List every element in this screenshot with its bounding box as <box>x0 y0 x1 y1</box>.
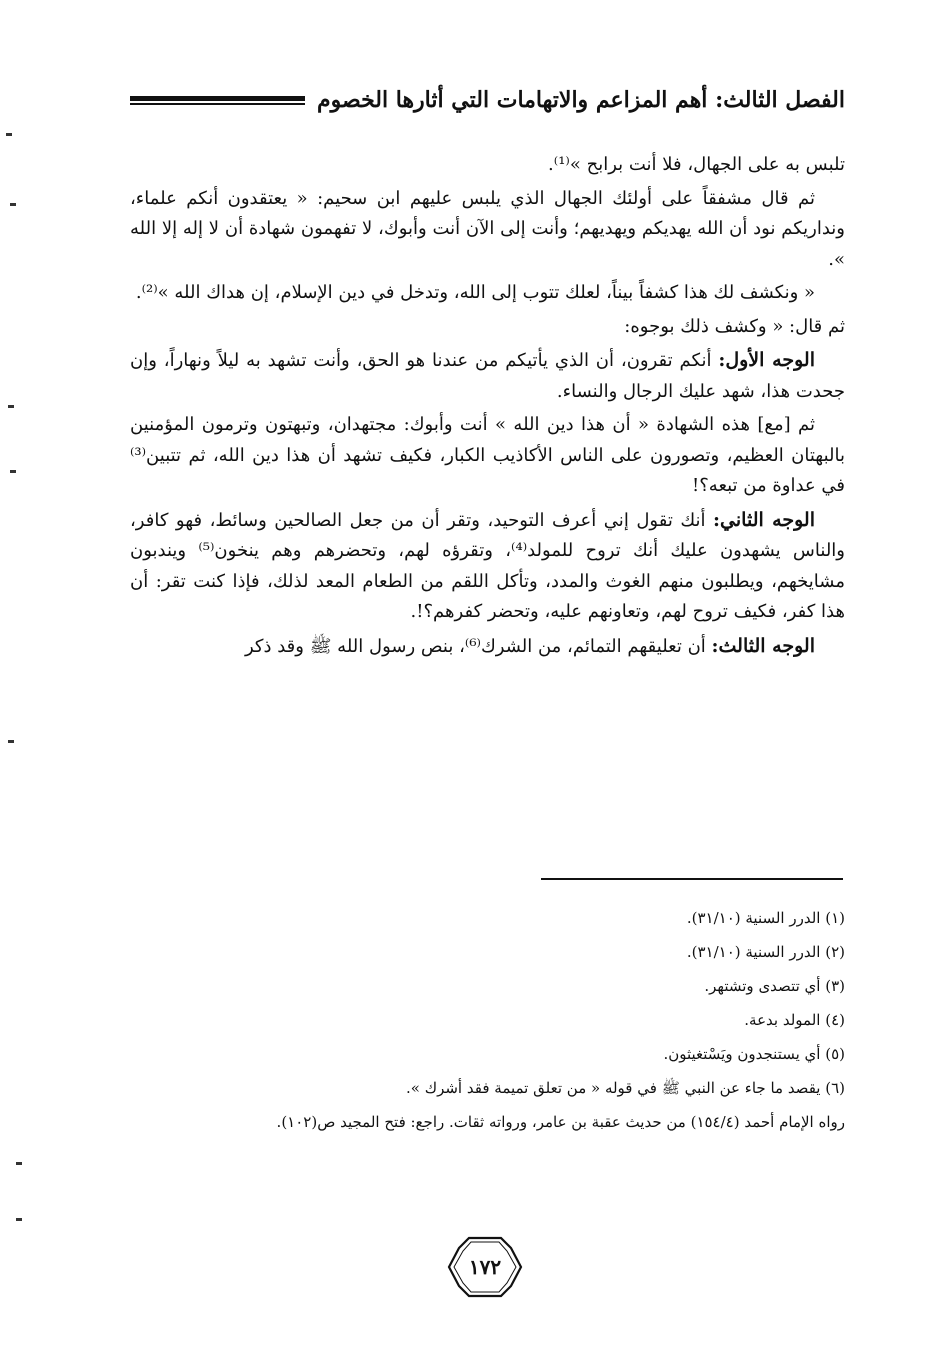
page-number: ١٧٢ <box>468 1255 502 1279</box>
footnote-5: (٥) أي يستنجدون ويَسْتغيثون. <box>663 1045 845 1063</box>
footnote-3: (٣) أي تتصدى وتشتهر. <box>704 977 845 995</box>
margin-mark <box>16 1218 22 1221</box>
page-number-badge <box>447 1236 523 1298</box>
second-aspect-text: أنك تقول إني أعرف التوحيد، وتقر أن من جعل الصالحين وسائط، فهو كافر، والناس يشهدون عليك أنك تروح للمولد⁽⁴⁾، وتقرؤه لهم، وتحضرهم وهم ينخون⁽⁵⁾ ويندبون مشايخهم، ويطلبون منهم الغوث والمدد، وتأكل اللقم من الطعام المعد لذلك، فإذا كنت تقر: أن هذا كفر، فكيف تروح لهم، وتعاونهم عليه، وتحضر كفرهم؟!. <box>130 509 845 622</box>
header-rule <box>130 96 305 105</box>
paragraph-8 <box>130 631 845 663</box>
chapter-title: الفصل الثالث: أهم المزاعم والاتهامات التي أثارها الخصوم <box>317 87 845 113</box>
footnote-6-continuation: رواه الإمام أحمد (١٥٤/٤) من حديث عقبة بن عامر، ورواته ثقات. راجع: فتح المجيد ص(١٠٢). <box>276 1113 845 1131</box>
margin-mark <box>10 203 16 206</box>
first-aspect-heading: الوجه الأول: <box>718 349 815 371</box>
footnotes <box>130 905 845 1143</box>
running-header <box>130 80 845 120</box>
paragraph-4: ثم قال: « وكشف ذلك بوجوه: <box>624 315 845 337</box>
margin-mark <box>8 740 14 743</box>
paragraph-1: تلبس به على الجهال، فلا أنت برابح »⁽¹⁾. <box>548 154 845 175</box>
footnote-divider <box>541 878 843 880</box>
margin-mark <box>8 405 14 408</box>
footnote-4: (٤) المولد بدعة. <box>744 1011 845 1029</box>
main-text <box>130 150 845 665</box>
margin-mark <box>6 133 12 136</box>
second-aspect-heading: الوجه الثاني: <box>713 508 815 531</box>
paragraph-3: « ونكشف لك هذا كشفاً بيناً، لعلك تتوب إلى الله، وتدخل في دين الإسلام، إن هداك الله »⁽²⁾. <box>135 282 815 303</box>
paragraph-2: ثم قال مشفقاً على أولئك الجهال الذي يلبس عليهم ابن سحيم: « يعتقدون أنكم علماء، ونداريكم نود أن الله يهديكم ويهديهم؛ وأنت إلى الآن أنت وأبوك، لا تفهمون شهادة أن لا إله إلا الله ». <box>130 187 845 270</box>
margin-mark <box>16 1162 22 1165</box>
third-aspect-text: أن تعليقهم التمائم، من الشرك⁽⁶⁾، بنص رسول الله ﷺ وقد ذكر <box>245 635 712 657</box>
paragraph-6: ثم [مع] هذه الشهادة « أن هذا دين الله » أنت وأبوك: مجتهدان، وتبهتون وترمون المؤمنين بالبهتان العظيم، وتصورون على الناس الأكاذيب الكبار، فكيف تشهد أن هذا دين الله، ثم تتبين⁽³⁾ في عداوة من تبعه؟! <box>130 414 845 496</box>
third-aspect-heading: الوجه الثالث: <box>711 634 815 657</box>
paragraph-5 <box>130 345 845 407</box>
margin-mark <box>10 470 16 473</box>
footnote-6: (٦) يقصد ما جاء عن النبي ﷺ في قوله « من تعلق تميمة فقد أشرك ». <box>406 1079 845 1097</box>
first-aspect-text: أنكم تقرون، أن الذي يأتيكم من عندنا هو الحق، وأنت تشهد به ليلاً ونهاراً، وإن جحدت هذا، شهد عليك الرجال والنساء. <box>130 350 845 402</box>
footnote-1: (١) الدرر السنية (٣١/١٠). <box>686 909 845 927</box>
footnote-2: (٢) الدرر السنية (٣١/١٠). <box>686 943 845 961</box>
paragraph-7 <box>130 505 845 628</box>
